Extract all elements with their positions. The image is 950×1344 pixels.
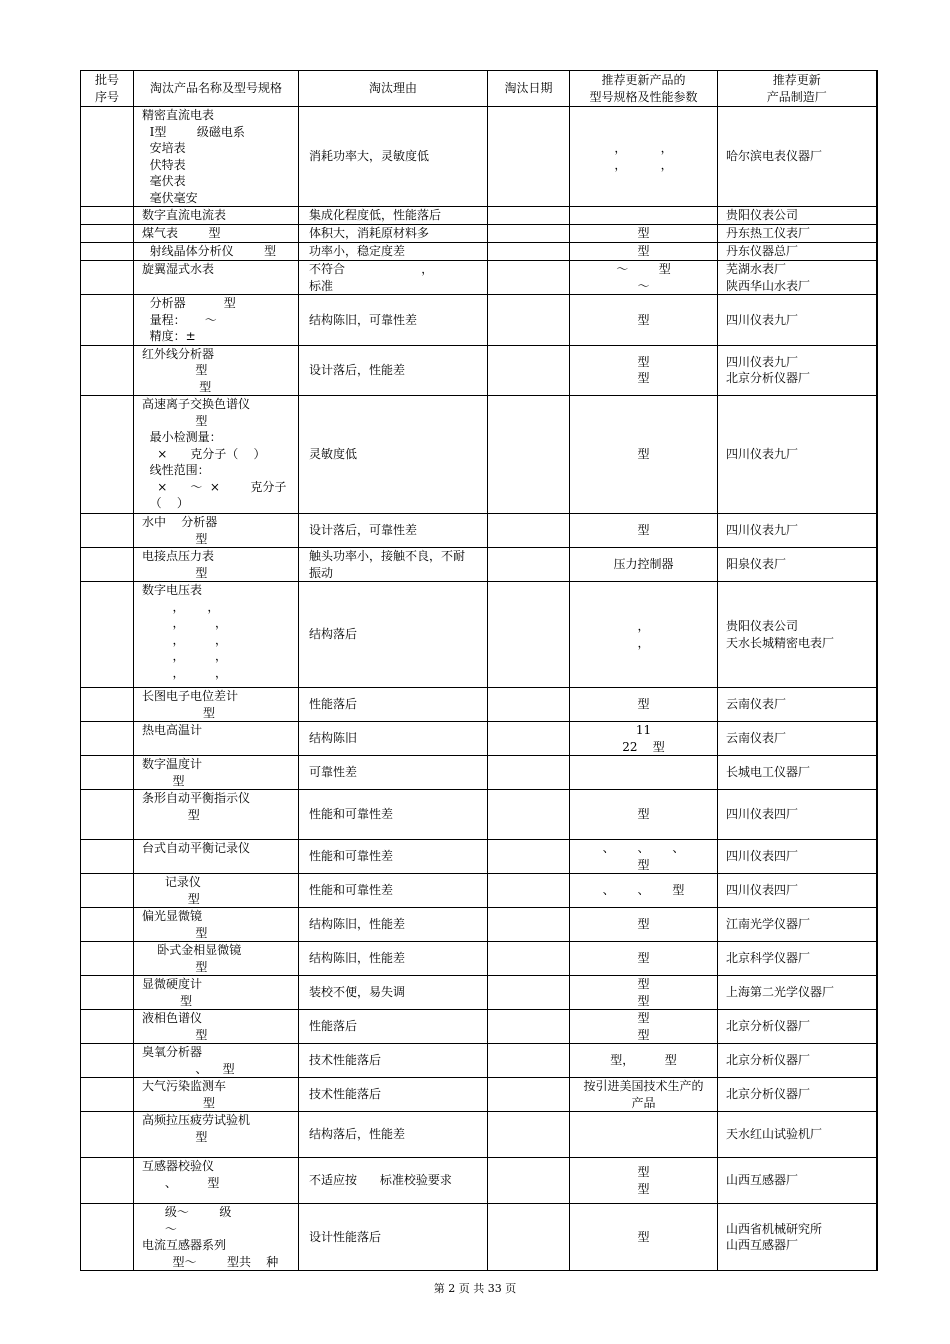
cell-batch-number [81, 790, 134, 840]
cell-date [488, 756, 570, 790]
cell-manufacturer: 四川仪表九厂 北京分析仪器厂 [718, 345, 877, 396]
table-row [81, 1112, 877, 1158]
cell-recommended-model: 型 [570, 688, 718, 722]
cell-product-name: 条形自动平衡指示仪 型 [134, 790, 299, 840]
cell-product-name: 级～ 级 ～ 电流互感器系列 型～ 型共 种 [134, 1204, 299, 1271]
cell-product-name: 显微硬度计 型 [134, 976, 299, 1010]
cell-recommended-model: 型 [570, 908, 718, 942]
cell-reason: 装校不便，易失调 [299, 976, 488, 1010]
cell-manufacturer: 北京分析仪器厂 [718, 1078, 877, 1112]
cell-product-name: 红外线分析器 型 型 [134, 345, 299, 396]
cell-recommended-model: 型 [570, 514, 718, 548]
cell-recommended-model: 型 [570, 1204, 718, 1271]
cell-date [488, 1158, 570, 1204]
cell-recommended-model: 按引进美国技术生产的 产品 [570, 1078, 718, 1112]
header-batch-number: 批号 序号 [81, 71, 134, 107]
cell-batch-number [81, 107, 134, 207]
table-row [81, 688, 877, 722]
cell-recommended-model [570, 1112, 718, 1158]
cell-manufacturer: 四川仪表九厂 [718, 396, 877, 514]
cell-date [488, 976, 570, 1010]
cell-recommended-model: 型 型 [570, 1010, 718, 1044]
cell-recommended-model: 型 型 [570, 345, 718, 396]
cell-recommended-model: 型 型 [570, 976, 718, 1010]
cell-date [488, 790, 570, 840]
cell-reason: 触头功率小，接触不良，不耐 振动 [299, 548, 488, 582]
cell-reason: 可靠性差 [299, 756, 488, 790]
cell-batch-number [81, 225, 134, 243]
cell-manufacturer: 云南仪表厂 [718, 688, 877, 722]
cell-manufacturer: 丹东仪器总厂 [718, 243, 877, 261]
table-row [81, 790, 877, 840]
cell-date [488, 396, 570, 514]
table-row [81, 295, 877, 346]
cell-recommended-model: 型 [570, 225, 718, 243]
cell-date [488, 874, 570, 908]
cell-batch-number [81, 261, 134, 295]
cell-date [488, 942, 570, 976]
table-row [81, 1078, 877, 1112]
cell-date [488, 908, 570, 942]
cell-batch-number [81, 514, 134, 548]
cell-recommended-model: 型 [570, 295, 718, 346]
cell-recommended-model: 型， 型 [570, 1044, 718, 1078]
cell-batch-number [81, 345, 134, 396]
cell-date [488, 207, 570, 225]
header-recommended-model: 推荐更新产品的 型号规格及性能参数 [570, 71, 718, 107]
cell-date [488, 1078, 570, 1112]
cell-recommended-model: 型 [570, 790, 718, 840]
cell-reason: 集成化程度低，性能落后 [299, 207, 488, 225]
table-row [81, 207, 877, 225]
cell-date [488, 722, 570, 756]
cell-product-name: 分析器 型 量程： ～ 精度：± [134, 295, 299, 346]
table-row [81, 722, 877, 756]
cell-reason: 性能和可靠性差 [299, 790, 488, 840]
cell-manufacturer: 四川仪表九厂 [718, 295, 877, 346]
cell-manufacturer: 四川仪表九厂 [718, 514, 877, 548]
table-row [81, 756, 877, 790]
cell-product-name: 大气污染监测车 型 [134, 1078, 299, 1112]
cell-batch-number [81, 1044, 134, 1078]
cell-reason: 不适应按 标准校验要求 [299, 1158, 488, 1204]
cell-reason: 性能落后 [299, 688, 488, 722]
cell-recommended-model: 11 22 型 [570, 722, 718, 756]
cell-product-name: 热电高温计 [134, 722, 299, 756]
cell-manufacturer: 哈尔滨电表仪器厂 [718, 107, 877, 207]
table-row [81, 1158, 877, 1204]
table-row [81, 976, 877, 1010]
table-row [81, 107, 877, 207]
cell-product-name: 旋翼湿式水表 [134, 261, 299, 295]
cell-batch-number [81, 582, 134, 688]
cell-batch-number [81, 840, 134, 874]
cell-batch-number [81, 874, 134, 908]
cell-recommended-model: 型 [570, 942, 718, 976]
cell-batch-number [81, 1078, 134, 1112]
cell-product-name: 互感器校验仪 、 型 [134, 1158, 299, 1204]
cell-manufacturer: 上海第二光学仪器厂 [718, 976, 877, 1010]
cell-reason: 技术性能落后 [299, 1078, 488, 1112]
cell-manufacturer: 四川仪表四厂 [718, 840, 877, 874]
cell-batch-number [81, 976, 134, 1010]
cell-product-name: 数字温度计 型 [134, 756, 299, 790]
cell-manufacturer: 山西互感器厂 [718, 1158, 877, 1204]
cell-reason: 结构落后 [299, 582, 488, 688]
cell-batch-number [81, 548, 134, 582]
cell-product-name: 长图电子电位差计 型 [134, 688, 299, 722]
cell-date [488, 548, 570, 582]
cell-recommended-model [570, 207, 718, 225]
cell-manufacturer: 贵阳仪表公司 天水长城精密电表厂 [718, 582, 877, 688]
table-row [81, 942, 877, 976]
cell-batch-number [81, 1112, 134, 1158]
cell-date [488, 514, 570, 548]
cell-product-name: 水中 分析器 型 [134, 514, 299, 548]
cell-product-name: 电接点压力表 型 [134, 548, 299, 582]
cell-batch-number [81, 1158, 134, 1204]
cell-product-name: 偏光显微镜 型 [134, 908, 299, 942]
cell-date [488, 243, 570, 261]
obsolete-products-table [80, 70, 878, 1271]
cell-date [488, 295, 570, 346]
cell-product-name: 高频拉压疲劳试验机 型 [134, 1112, 299, 1158]
cell-date [488, 225, 570, 243]
cell-batch-number [81, 207, 134, 225]
header-product-name: 淘汰产品名称及型号规格 [134, 71, 299, 107]
cell-manufacturer: 芜湖水表厂 陕西华山水表厂 [718, 261, 877, 295]
cell-product-name: 臭氧分析器 、 型 [134, 1044, 299, 1078]
cell-recommended-model: 、 、 型 [570, 874, 718, 908]
table-row [81, 1204, 877, 1271]
cell-product-name: 液相色谱仪 型 [134, 1010, 299, 1044]
cell-product-name: 记录仪 型 [134, 874, 299, 908]
cell-recommended-model: 、 、 、 型 [570, 840, 718, 874]
cell-batch-number [81, 1204, 134, 1271]
cell-reason: 性能落后 [299, 1010, 488, 1044]
table-row [81, 261, 877, 295]
cell-recommended-model: ， ， [570, 582, 718, 688]
cell-reason: 结构陈旧，性能差 [299, 908, 488, 942]
cell-date [488, 1044, 570, 1078]
cell-reason: 设计落后，性能差 [299, 345, 488, 396]
cell-reason: 技术性能落后 [299, 1044, 488, 1078]
cell-batch-number [81, 908, 134, 942]
cell-date [488, 688, 570, 722]
cell-product-name: 精密直流电表 Ⅰ型 级磁电系 安培表 伏特表 毫伏表 毫伏毫安 [134, 107, 299, 207]
cell-manufacturer: 山西省机械研究所 山西互感器厂 [718, 1204, 877, 1271]
cell-product-name: 射线晶体分析仪 型 [134, 243, 299, 261]
table-row [81, 908, 877, 942]
cell-product-name: 煤气表 型 [134, 225, 299, 243]
cell-batch-number [81, 243, 134, 261]
cell-date [488, 345, 570, 396]
cell-reason: 性能和可靠性差 [299, 874, 488, 908]
cell-reason: 灵敏度低 [299, 396, 488, 514]
cell-reason: 体积大，消耗原材料多 [299, 225, 488, 243]
cell-reason: 性能和可靠性差 [299, 840, 488, 874]
cell-recommended-model: ～ 型 ～ [570, 261, 718, 295]
cell-product-name: 数字直流电流表 [134, 207, 299, 225]
cell-manufacturer: 江南光学仪器厂 [718, 908, 877, 942]
table-row [81, 1044, 877, 1078]
table-row [81, 840, 877, 874]
cell-manufacturer: 四川仪表四厂 [718, 790, 877, 840]
cell-reason: 结构落后，性能差 [299, 1112, 488, 1158]
cell-reason: 结构陈旧，可靠性差 [299, 295, 488, 346]
table-row [81, 225, 877, 243]
header-reason: 淘汰理由 [299, 71, 488, 107]
cell-batch-number [81, 756, 134, 790]
cell-reason: 设计落后，可靠性差 [299, 514, 488, 548]
header-manufacturer: 推荐更新 产品制造厂 [718, 71, 877, 107]
cell-reason: 消耗功率大，灵敏度低 [299, 107, 488, 207]
cell-batch-number [81, 722, 134, 756]
cell-batch-number [81, 688, 134, 722]
table-body [81, 107, 877, 1271]
cell-recommended-model: 型 [570, 243, 718, 261]
cell-manufacturer: 北京科学仪器厂 [718, 942, 877, 976]
cell-manufacturer: 贵阳仪表公司 [718, 207, 877, 225]
cell-product-name: 数字电压表 ， ， ， ， ， ， ， ， ， ， [134, 582, 299, 688]
cell-manufacturer: 丹东热工仪表厂 [718, 225, 877, 243]
cell-reason: 设计性能落后 [299, 1204, 488, 1271]
cell-recommended-model: 型 [570, 396, 718, 514]
cell-date [488, 582, 570, 688]
cell-batch-number [81, 396, 134, 514]
cell-date [488, 107, 570, 207]
cell-reason: 结构陈旧 [299, 722, 488, 756]
cell-manufacturer: 天水红山试验机厂 [718, 1112, 877, 1158]
table-row [81, 345, 877, 396]
table-row [81, 514, 877, 548]
page-footer: 第 2 页 共 33 页 [433, 1282, 517, 1295]
cell-recommended-model: 压力控制器 [570, 548, 718, 582]
cell-batch-number [81, 942, 134, 976]
cell-date [488, 840, 570, 874]
cell-manufacturer: 长城电工仪器厂 [718, 756, 877, 790]
table-row [81, 243, 877, 261]
cell-reason: 功率小，稳定度差 [299, 243, 488, 261]
cell-manufacturer: 北京分析仪器厂 [718, 1044, 877, 1078]
cell-manufacturer: 云南仪表厂 [718, 722, 877, 756]
cell-recommended-model: ， ， ， ， [570, 107, 718, 207]
cell-date [488, 1112, 570, 1158]
cell-batch-number [81, 295, 134, 346]
header-row [81, 71, 877, 107]
cell-reason: 结构陈旧，性能差 [299, 942, 488, 976]
cell-date [488, 1010, 570, 1044]
table-row [81, 1010, 877, 1044]
cell-reason: 不符合 ， 标准 [299, 261, 488, 295]
cell-date [488, 1204, 570, 1271]
cell-product-name: 高速离子交换色谱仪 型 最小检测量： × 克分子（ ） 线性范围： × ～ × 克分子 （ ） [134, 396, 299, 514]
cell-date [488, 261, 570, 295]
cell-recommended-model: 型 型 [570, 1158, 718, 1204]
cell-product-name: 卧式金相显微镜 型 [134, 942, 299, 976]
cell-batch-number [81, 1010, 134, 1044]
cell-product-name: 台式自动平衡记录仪 [134, 840, 299, 874]
table-row [81, 582, 877, 688]
cell-recommended-model [570, 756, 718, 790]
table-row [81, 396, 877, 514]
cell-manufacturer: 阳泉仪表厂 [718, 548, 877, 582]
cell-manufacturer: 四川仪表四厂 [718, 874, 877, 908]
header-date: 淘汰日期 [488, 71, 570, 107]
cell-manufacturer: 北京分析仪器厂 [718, 1010, 877, 1044]
table-row [81, 548, 877, 582]
table-row [81, 874, 877, 908]
